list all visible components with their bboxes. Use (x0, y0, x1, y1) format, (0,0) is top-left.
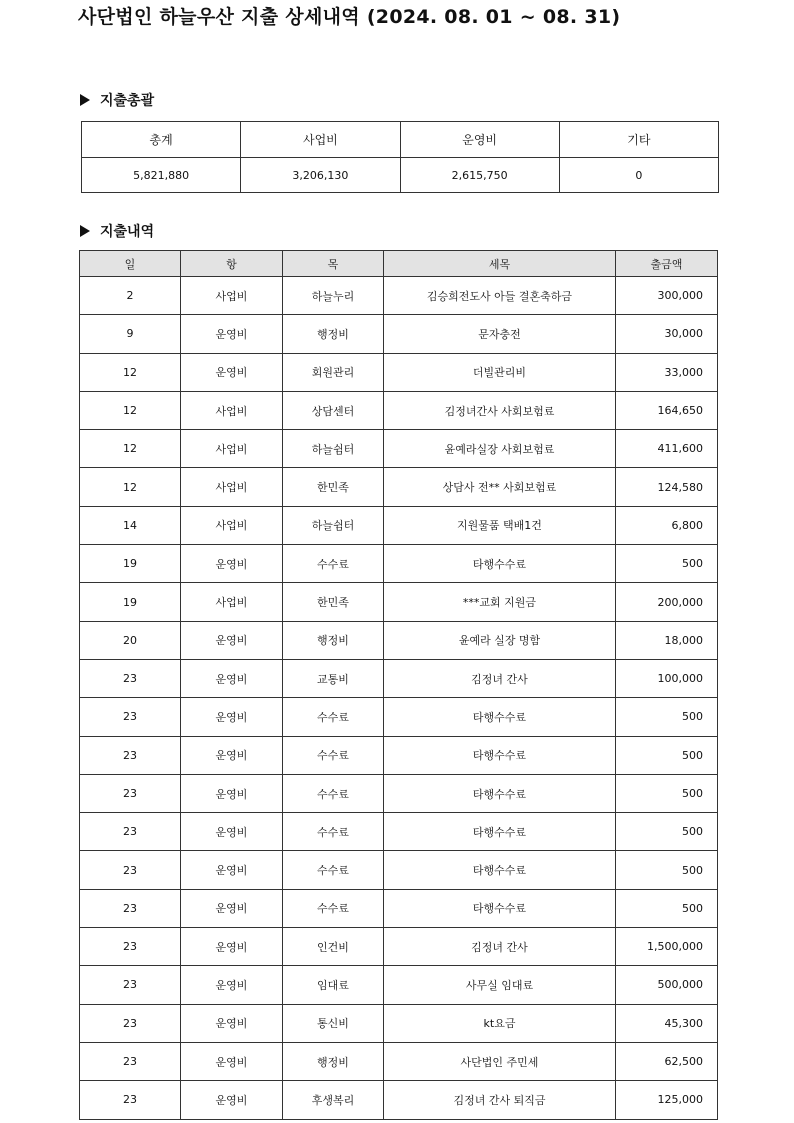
cell-amount: 200,000 (616, 583, 718, 621)
summary-header-row (82, 122, 719, 158)
triangle-bullet-icon (80, 225, 90, 237)
header-detail-item: 세목 (384, 251, 616, 277)
cell-amount: 411,600 (616, 430, 718, 468)
detail-section-heading (80, 221, 154, 241)
cell-day: 12 (80, 353, 181, 391)
cell-amount: 45,300 (616, 1004, 718, 1042)
cell-amount: 500 (616, 774, 718, 812)
cell-day: 12 (80, 391, 181, 429)
cell-detail-item: 타행수수료 (384, 889, 616, 927)
cell-category: 사업비 (181, 430, 283, 468)
cell-category: 운영비 (181, 315, 283, 353)
cell-category: 운영비 (181, 1042, 283, 1080)
cell-detail-item: 사무실 임대료 (384, 966, 616, 1004)
cell-category: 운영비 (181, 813, 283, 851)
cell-detail-item: 윤예라 실장 명함 (384, 621, 616, 659)
cell-amount: 62,500 (616, 1042, 718, 1080)
table-row (80, 430, 718, 468)
cell-category: 운영비 (181, 928, 283, 966)
cell-day: 23 (80, 813, 181, 851)
summary-header-operation: 운영비 (400, 122, 559, 158)
cell-category: 사업비 (181, 506, 283, 544)
table-row (80, 698, 718, 736)
summary-table (81, 121, 719, 193)
header-item: 목 (283, 251, 384, 277)
cell-day: 23 (80, 851, 181, 889)
cell-day: 14 (80, 506, 181, 544)
table-row (80, 583, 718, 621)
cell-amount: 500 (616, 736, 718, 774)
cell-item: 행정비 (283, 1042, 384, 1080)
cell-item: 통신비 (283, 1004, 384, 1042)
cell-day: 20 (80, 621, 181, 659)
cell-day: 23 (80, 966, 181, 1004)
table-row (80, 353, 718, 391)
cell-category: 사업비 (181, 468, 283, 506)
cell-detail-item: 상담사 전** 사회보험료 (384, 468, 616, 506)
detail-heading-label: 지출내역 (100, 224, 155, 240)
table-row (80, 277, 718, 315)
cell-category: 운영비 (181, 889, 283, 927)
cell-detail-item: 타행수수료 (384, 736, 616, 774)
cell-day: 23 (80, 1004, 181, 1042)
cell-item: 수수료 (283, 889, 384, 927)
cell-detail-item: 타행수수료 (384, 698, 616, 736)
cell-amount: 125,000 (616, 1081, 718, 1119)
table-row (80, 889, 718, 927)
cell-item: 하늘쉼터 (283, 506, 384, 544)
cell-item: 하늘누리 (283, 277, 384, 315)
cell-item: 교통비 (283, 659, 384, 697)
cell-item: 임대료 (283, 966, 384, 1004)
table-row (80, 506, 718, 544)
cell-detail-item: 김정녀 간사 (384, 928, 616, 966)
cell-detail-item: 김정녀 간사 퇴직금 (384, 1081, 616, 1119)
table-row (80, 1004, 718, 1042)
document-title: 사단법인 하늘우산 지출 상세내역 (2024. 08. 01 ~ 08. 31) (78, 6, 621, 28)
cell-category: 운영비 (181, 621, 283, 659)
detail-table-body (80, 277, 718, 1120)
summary-header-other: 기타 (559, 122, 718, 158)
summary-header-project: 사업비 (241, 122, 400, 158)
table-row (80, 1081, 718, 1119)
cell-category: 사업비 (181, 391, 283, 429)
cell-day: 23 (80, 736, 181, 774)
cell-amount: 500 (616, 698, 718, 736)
cell-category: 운영비 (181, 774, 283, 812)
cell-detail-item: 김정녀 간사 (384, 659, 616, 697)
cell-item: 후생복리 (283, 1081, 384, 1119)
cell-detail-item: 사단법인 주민세 (384, 1042, 616, 1080)
triangle-bullet-icon (80, 94, 90, 106)
cell-detail-item: 타행수수료 (384, 545, 616, 583)
cell-item: 수수료 (283, 698, 384, 736)
cell-detail-item: 타행수수료 (384, 851, 616, 889)
cell-category: 운영비 (181, 353, 283, 391)
cell-item: 수수료 (283, 545, 384, 583)
cell-day: 12 (80, 430, 181, 468)
table-row (80, 468, 718, 506)
cell-item: 수수료 (283, 813, 384, 851)
cell-amount: 33,000 (616, 353, 718, 391)
cell-detail-item: ***교회 지원금 (384, 583, 616, 621)
cell-item: 한민족 (283, 468, 384, 506)
cell-day: 23 (80, 928, 181, 966)
cell-amount: 100,000 (616, 659, 718, 697)
table-row (80, 391, 718, 429)
cell-detail-item: 타행수수료 (384, 813, 616, 851)
summary-value-project: 3,206,130 (241, 158, 400, 193)
cell-day: 12 (80, 468, 181, 506)
cell-category: 사업비 (181, 583, 283, 621)
header-category: 항 (181, 251, 283, 277)
cell-amount: 30,000 (616, 315, 718, 353)
cell-detail-item: 타행수수료 (384, 774, 616, 812)
cell-item: 행정비 (283, 315, 384, 353)
cell-item: 하늘쉼터 (283, 430, 384, 468)
cell-item: 한민족 (283, 583, 384, 621)
table-row (80, 621, 718, 659)
header-day: 일 (80, 251, 181, 277)
summary-value-other: 0 (559, 158, 718, 193)
summary-header-total: 총계 (82, 122, 241, 158)
cell-day: 23 (80, 659, 181, 697)
summary-heading-label: 지출총괄 (100, 93, 155, 109)
cell-detail-item: 윤예라실장 사회보험료 (384, 430, 616, 468)
cell-amount: 500 (616, 889, 718, 927)
cell-day: 2 (80, 277, 181, 315)
cell-category: 운영비 (181, 1004, 283, 1042)
table-row (80, 928, 718, 966)
table-row (80, 966, 718, 1004)
cell-detail-item: 더빌관리비 (384, 353, 616, 391)
cell-amount: 500,000 (616, 966, 718, 1004)
summary-value-total: 5,821,880 (82, 158, 241, 193)
cell-item: 행정비 (283, 621, 384, 659)
cell-detail-item: 김승희전도사 아들 결혼축하금 (384, 277, 616, 315)
cell-day: 19 (80, 545, 181, 583)
cell-category: 운영비 (181, 736, 283, 774)
cell-item: 회원관리 (283, 353, 384, 391)
cell-detail-item: 김정녀간사 사회보험료 (384, 391, 616, 429)
cell-category: 운영비 (181, 545, 283, 583)
table-row (80, 851, 718, 889)
summary-value-operation: 2,615,750 (400, 158, 559, 193)
cell-item: 인건비 (283, 928, 384, 966)
table-row (80, 774, 718, 812)
cell-category: 운영비 (181, 1081, 283, 1119)
cell-day: 23 (80, 774, 181, 812)
detail-header-row (80, 251, 718, 277)
cell-detail-item: 문자충전 (384, 315, 616, 353)
cell-amount: 500 (616, 545, 718, 583)
cell-day: 9 (80, 315, 181, 353)
cell-amount: 124,580 (616, 468, 718, 506)
cell-category: 운영비 (181, 659, 283, 697)
cell-amount: 300,000 (616, 277, 718, 315)
header-amount: 출금액 (616, 251, 718, 277)
cell-amount: 6,800 (616, 506, 718, 544)
cell-detail-item: 지원물품 택배1건 (384, 506, 616, 544)
table-row (80, 659, 718, 697)
table-row (80, 813, 718, 851)
cell-day: 23 (80, 1042, 181, 1080)
table-row (80, 315, 718, 353)
table-row (80, 1042, 718, 1080)
cell-item: 상담센터 (283, 391, 384, 429)
cell-item: 수수료 (283, 736, 384, 774)
cell-day: 23 (80, 698, 181, 736)
cell-amount: 164,650 (616, 391, 718, 429)
cell-amount: 500 (616, 851, 718, 889)
cell-amount: 1,500,000 (616, 928, 718, 966)
detail-table (79, 250, 718, 1120)
cell-day: 23 (80, 889, 181, 927)
cell-category: 운영비 (181, 966, 283, 1004)
table-row (80, 736, 718, 774)
cell-category: 운영비 (181, 698, 283, 736)
cell-category: 운영비 (181, 851, 283, 889)
cell-category: 사업비 (181, 277, 283, 315)
cell-day: 19 (80, 583, 181, 621)
cell-day: 23 (80, 1081, 181, 1119)
table-row (80, 545, 718, 583)
cell-item: 수수료 (283, 851, 384, 889)
cell-detail-item: kt요금 (384, 1004, 616, 1042)
cell-item: 수수료 (283, 774, 384, 812)
cell-amount: 18,000 (616, 621, 718, 659)
summary-section-heading (80, 90, 154, 110)
summary-value-row (82, 158, 719, 193)
cell-amount: 500 (616, 813, 718, 851)
